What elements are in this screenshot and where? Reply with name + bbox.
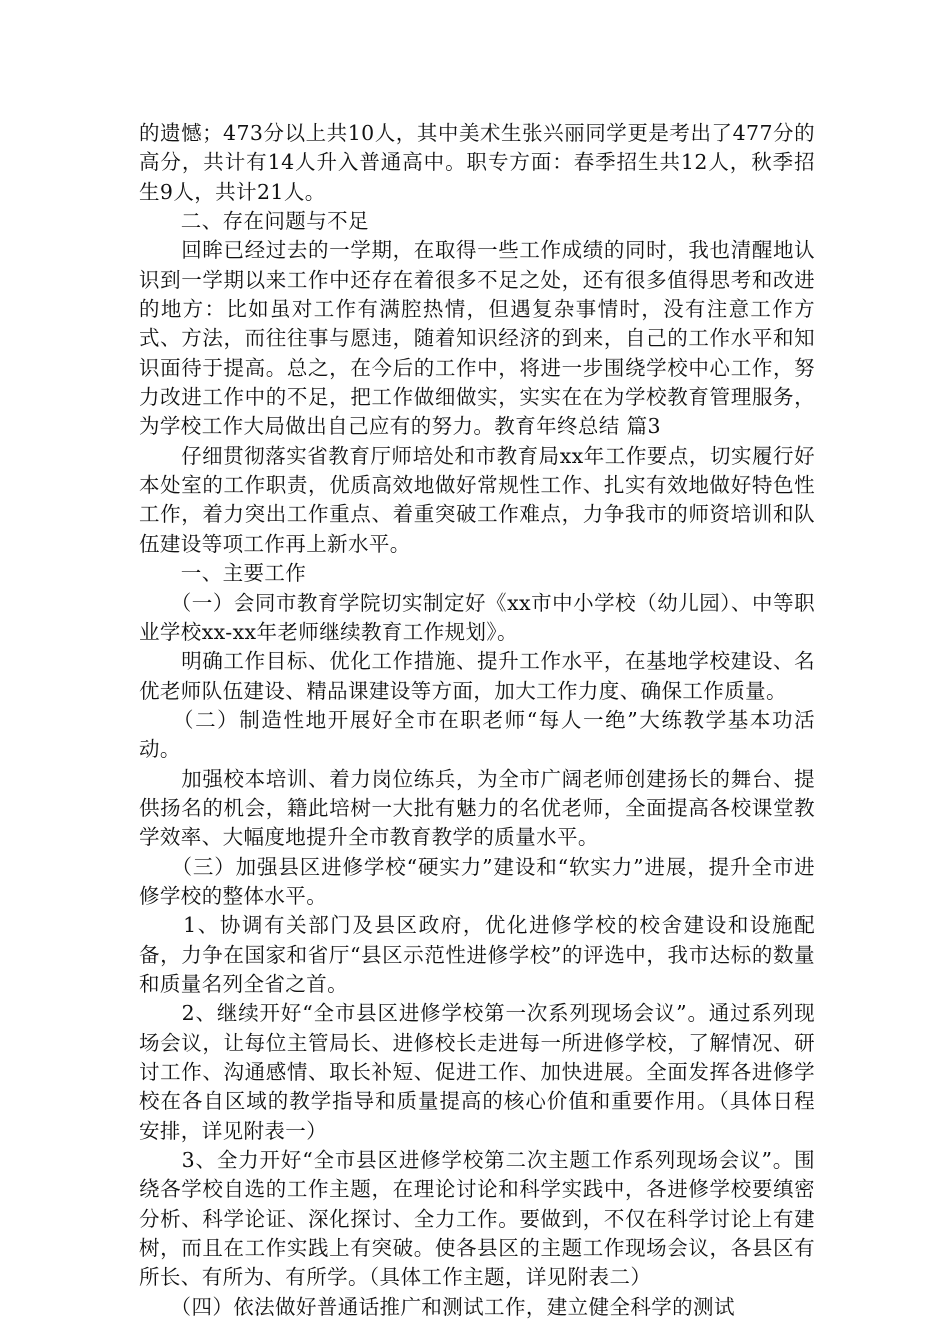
paragraph-work-goals: 明确工作目标、优化工作措施、提升工作水平，在基地学校建设、名优老师队伍建设、精品课建设等方面，加大工作力度、确保工作质量。 (139, 649, 815, 703)
paragraph-review: 回眸已经过去的一学期，在取得一些工作成绩的同时，我也清醒地认识到一学期以来工作中还存在着很多不足之处，还有很多值得思考和改进的地方：比如虽对工作有满腔热情，但遇复杂事情时，没有注意工作方式、方法，而往往事与愿违，随着知识经济的到来，自己的工作水平和知识面待于提高。总之，在今后的工作中，将进一步围绕学校中心工作，努力改进工作中的不足，把工作做细做实，实实在在为学校教育管理服务，为学校工作大局做出自己应有的努力。教育年终总结 篇3 (139, 238, 815, 439)
paragraph-results-continued: 的遗憾；473分以上共10人，其中美术生张兴丽同学更是考出了477分的高分，共计有14人升入普通高中。职专方面：春季招生共12人，秋季招生9人，共计21人。 (139, 121, 815, 204)
paragraph-subitem-1: 1、协调有关部门及县区政府，优化进修学校的校舍建设和设施配备，力争在国家和省厅“县区示范性进修学校”的评选中，我市达标的数量和质量名列全省之首。 (139, 913, 815, 996)
paragraph-item-4: （四）依法做好普通话推广和测试工作，建立健全科学的测试 (139, 1294, 735, 1319)
paragraph-subitem-3: 3、全力开好“全市县区进修学校第二次主题工作系列现场会议”。围绕各学校自选的工作主题，在理论讨论和科学实践中，各进修学校要缜密分析、科学论证、深化探讨、全力工作。要做到，不仅在科学讨论上有建树，而且在工作实践上有突破。使各县区的主题工作现场会议，各县区有所长、有所为、有所学。（具体工作主题，详见附表二） (139, 1148, 815, 1290)
heading-main-work: 一、主要工作 (139, 561, 307, 586)
paragraph-item-2: （二）制造性地开展好全市在职老师“每人一绝”大练教学基本功活动。 (139, 707, 815, 762)
document-body (139, 119, 815, 1322)
paragraph-item-3: （三）加强县区进修学校“硬实力”建设和“软实力”进展，提升全市进修学校的整体水平。 (139, 854, 815, 908)
paragraph-item-1: （一）会同市教育学院切实制定好《xx市中小学校（幼儿园）、中等职业学校xx-xx年老师继续教育工作规划》。 (139, 590, 815, 644)
paragraph-subitem-2: 2、继续开好“全市县区进修学校第一次系列现场会议”。通过系列现场会议，让每位主管局长、进修校长走进每一所进修学校，了解情况、研讨工作、沟通感情、取长补短、促进工作、加快进展。全面发挥各进修学校在各自区域的教学指导和质量提高的核心价值和重要作用。（具体日程安排，详见附表一） (139, 1001, 815, 1143)
paragraph-implementation: 仔细贯彻落实省教育厅师培处和市教育局xx年工作要点，切实履行好本处室的工作职责，优质高效地做好常规性工作、扎实有效地做好特色性工作，着力突出工作重点、着重突破工作难点，力争我市的师资培训和队伍建设等项工作再上新水平。 (139, 443, 815, 556)
paragraph-school-training: 加强校本培训、着力岗位练兵，为全市广阔老师创建扬长的舞台、提供扬名的机会，籍此培树一大批有魅力的名优老师，全面提高各校课堂教学效率、大幅度地提升全市教育教学的质量水平。 (139, 766, 815, 850)
heading-problems-shortcomings: 二、存在问题与不足 (139, 209, 369, 234)
